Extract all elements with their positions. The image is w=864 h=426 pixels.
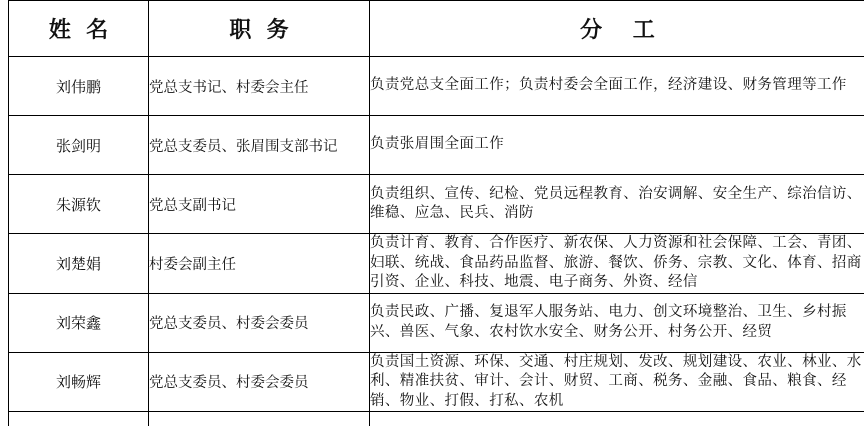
work-cell: 负责国土资源、环保、交通、村庄规划、发改、规划建设、农业、林业、水利、精准扶贫、审计、会计、财贸、工商、税务、金融、食品、粮食、经销、物业、打假、打私、农机 — [370, 352, 864, 412]
empty-table-row — [9, 412, 864, 426]
table-row — [9, 293, 864, 352]
post-cell: 党总支副书记 — [149, 175, 370, 234]
header-row — [9, 1, 864, 57]
name-cell: 刘畅辉 — [9, 352, 149, 412]
table-row — [9, 352, 864, 412]
table-row — [9, 175, 864, 234]
table-row — [9, 234, 864, 294]
post-cell: 党总支书记、村委会主任 — [149, 57, 370, 116]
name-cell: 刘伟鹏 — [9, 57, 149, 116]
duty-assignment-sheet — [8, 0, 864, 426]
post-cell: 党总支委员、张眉围支部书记 — [149, 116, 370, 175]
header-work: 分 工 — [370, 1, 864, 57]
header-post: 职 务 — [149, 1, 370, 57]
work-cell: 负责民政、广播、复退军人服务站、电力、创文环境整治、卫生、乡村振兴、兽医、气象、农村饮水安全、财务公开、村务公开、经贸 — [370, 293, 864, 352]
work-cell: 负责组织、宣传、纪检、党员远程教育、治安调解、安全生产、综治信访、维稳、应急、民兵、消防 — [370, 175, 864, 234]
work-cell: 负责张眉围全面工作 — [370, 116, 864, 175]
header-name: 姓 名 — [9, 1, 149, 57]
name-cell: 张剑明 — [9, 116, 149, 175]
empty-cell — [9, 412, 149, 426]
table-row — [9, 57, 864, 116]
post-cell: 村委会副主任 — [149, 234, 370, 294]
name-cell: 朱源钦 — [9, 175, 149, 234]
post-cell: 党总支委员、村委会委员 — [149, 352, 370, 412]
work-cell: 负责计育、教育、合作医疗、新农保、人力资源和社会保障、工会、青团、妇联、统战、食品药品监督、旅游、餐饮、侨务、宗教、文化、体育、招商引资、企业、科技、地震、电子商务、外资、经信 — [370, 234, 864, 294]
empty-cell — [149, 412, 370, 426]
empty-cell — [370, 412, 864, 426]
work-cell: 负责党总支全面工作；负责村委会全面工作，经济建设、财务管理等工作 — [370, 57, 864, 116]
name-cell: 刘荣鑫 — [9, 293, 149, 352]
table-row — [9, 116, 864, 175]
post-cell: 党总支委员、村委会委员 — [149, 293, 370, 352]
name-cell: 刘楚娟 — [9, 234, 149, 294]
duty-assignment-table — [8, 0, 864, 426]
